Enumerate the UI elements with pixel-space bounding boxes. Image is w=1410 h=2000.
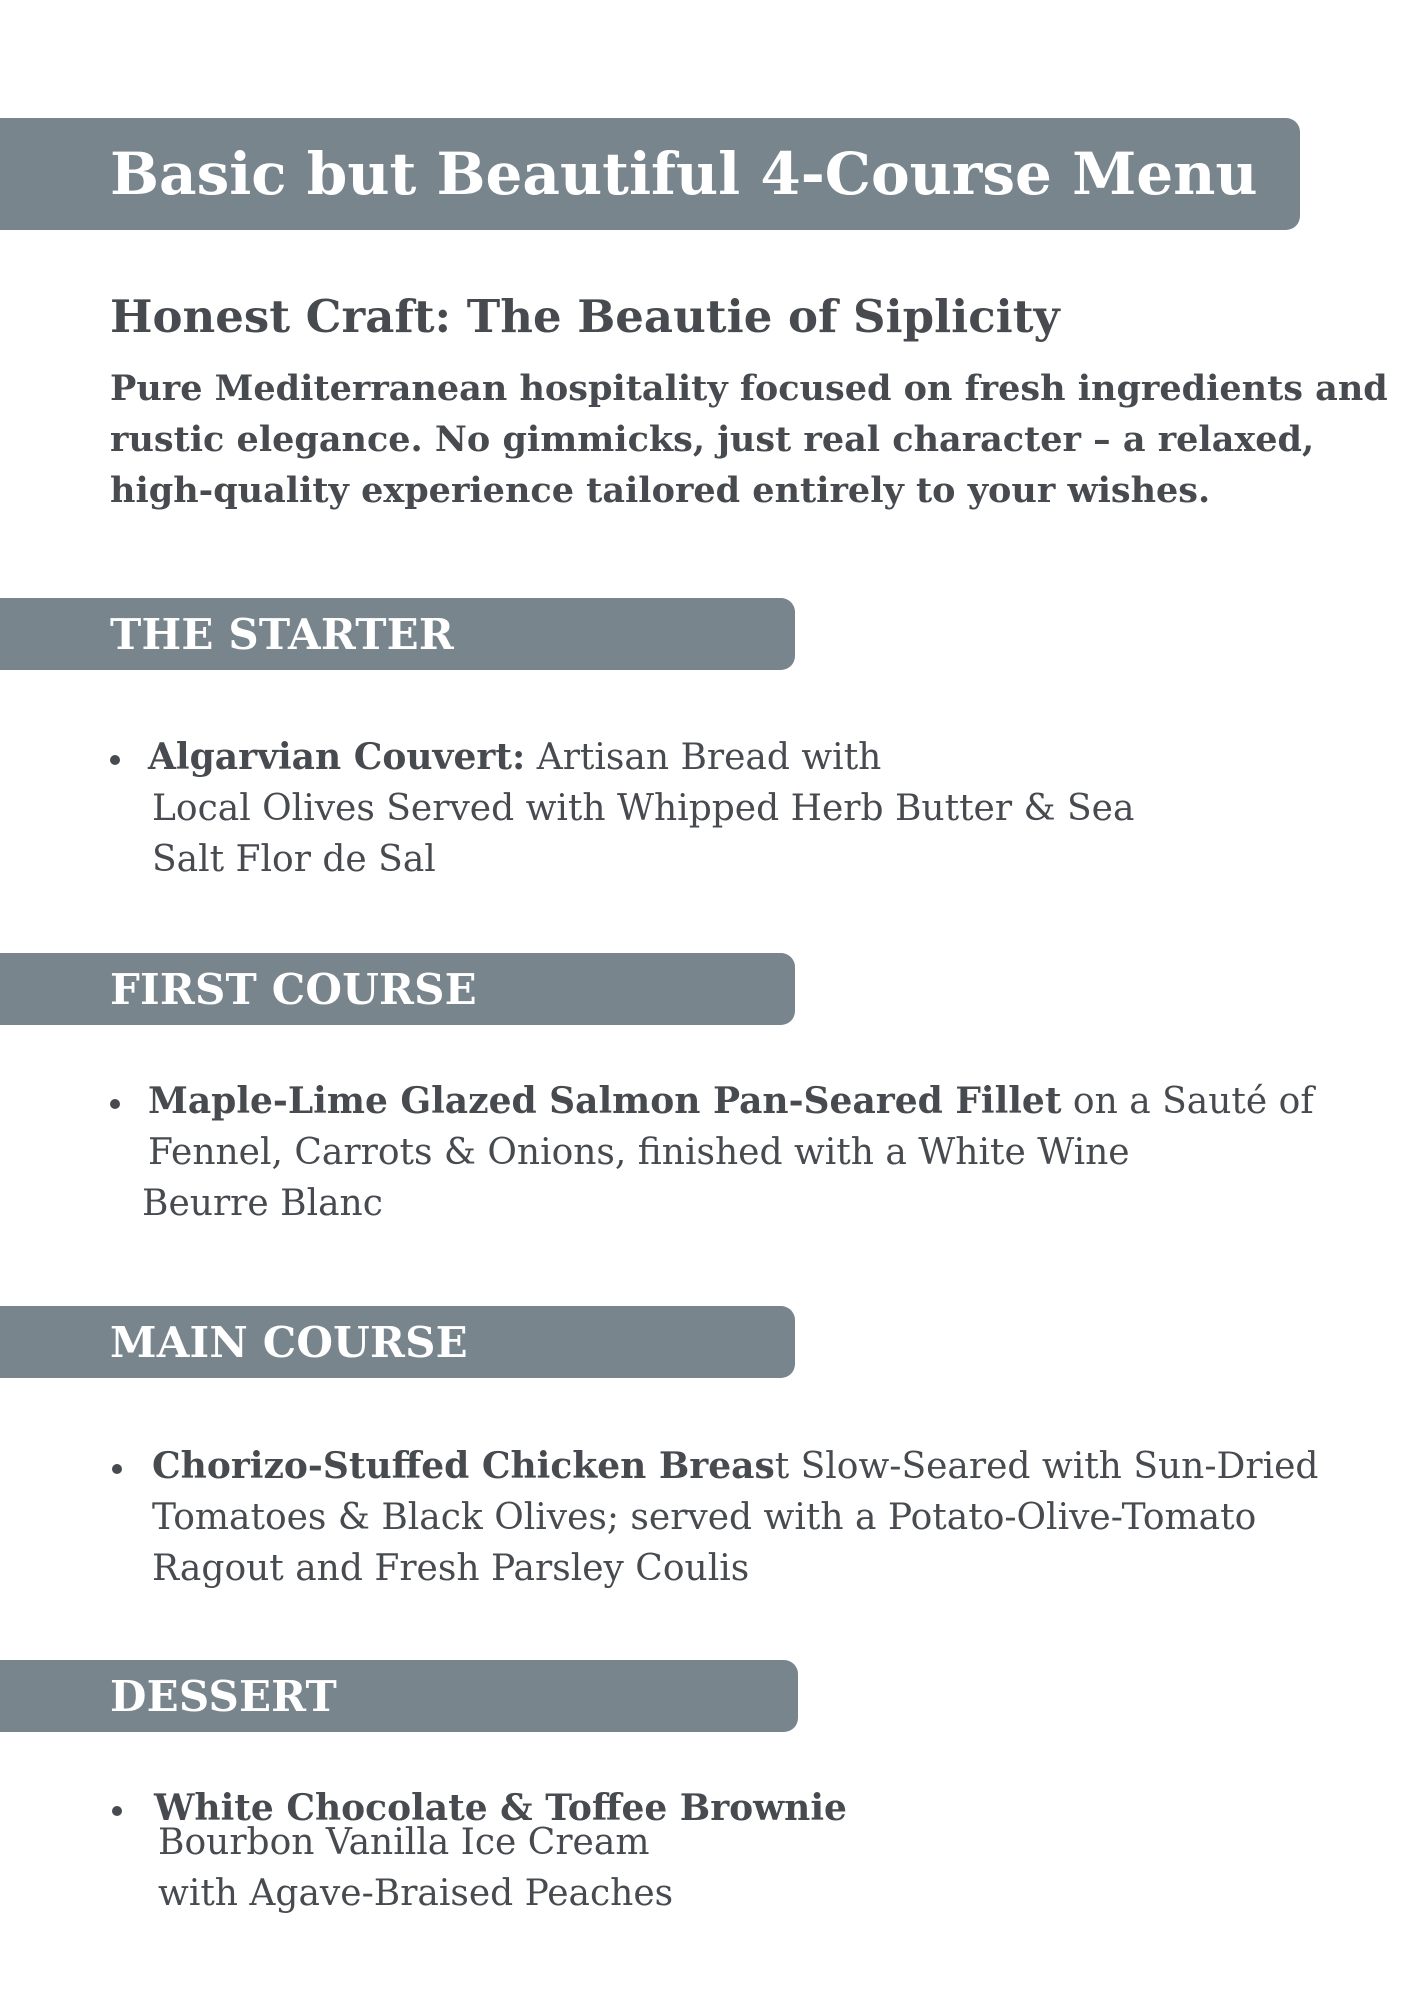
intro-line: rustic elegance. No gimmicks, just real character – a relaxed, bbox=[110, 419, 1315, 460]
intro-line: Pure Mediterranean hospitality focused on fresh ingredients and bbox=[110, 368, 1388, 409]
item-desc: t Slow-Seared with Sun-Dried bbox=[774, 1446, 1319, 1487]
item-first-line bbox=[110, 1076, 1314, 1127]
section-bar-first-course bbox=[0, 953, 795, 1025]
section-bar-main-course bbox=[0, 1306, 795, 1378]
section-bar-dessert bbox=[0, 1660, 798, 1732]
section-heading: THE STARTER bbox=[110, 609, 454, 659]
item-desc-line: Local Olives Served with Whipped Herb Butter & Sea bbox=[152, 788, 1135, 829]
item-name: Algarvian Couvert: bbox=[148, 736, 526, 778]
bullet-icon bbox=[112, 1806, 122, 1816]
menu-title-bar bbox=[0, 118, 1300, 230]
item-desc: Artisan Bread with bbox=[525, 737, 882, 778]
bullet-icon bbox=[110, 755, 120, 765]
menu-item-dessert bbox=[110, 1783, 847, 1919]
menu-item-first-course bbox=[110, 1076, 1314, 1229]
section-heading: DESSERT bbox=[110, 1671, 338, 1721]
item-desc-line: Beurre Blanc bbox=[142, 1183, 383, 1224]
item-name: Chorizo-Stuffed Chicken Breas bbox=[152, 1445, 775, 1487]
menu-item-main-course bbox=[110, 1441, 1318, 1594]
item-desc-line: Tomatoes & Black Olives; served with a Potato-Olive-Tomato bbox=[152, 1497, 1257, 1538]
item-desc-line: with Agave-Braised Peaches bbox=[158, 1873, 674, 1914]
section-bar-starter bbox=[0, 598, 795, 670]
intro-line: high-quality experience tailored entirely to your wishes. bbox=[110, 470, 1211, 511]
item-desc-line: Bourbon Vanilla Ice Cream bbox=[158, 1822, 650, 1863]
item-first-line bbox=[110, 1441, 1318, 1492]
menu-subtitle: Honest Craft: The Beautie of Siplicity bbox=[110, 290, 1060, 343]
menu-title: Basic but Beautiful 4-Course Menu bbox=[110, 140, 1258, 208]
section-heading: FIRST COURSE bbox=[110, 964, 477, 1014]
item-desc-line: Salt Flor de Sal bbox=[152, 839, 436, 880]
bullet-icon bbox=[110, 1099, 120, 1109]
item-name: White Chocolate & Toffee Brownie bbox=[154, 1787, 847, 1829]
bullet-icon bbox=[112, 1464, 122, 1474]
menu-item-starter bbox=[110, 732, 1134, 885]
item-name: Maple-Lime Glazed Salmon Pan-Seared Fillet bbox=[148, 1080, 1062, 1122]
section-heading: MAIN COURSE bbox=[110, 1317, 468, 1367]
item-first-line bbox=[110, 732, 1134, 783]
item-desc: on a Sauté of bbox=[1061, 1081, 1314, 1122]
intro-paragraph bbox=[110, 363, 1388, 516]
item-desc-line: Ragout and Fresh Parsley Coulis bbox=[152, 1548, 750, 1589]
item-desc-line: Fennel, Carrots & Onions, finished with a White Wine bbox=[148, 1132, 1130, 1173]
